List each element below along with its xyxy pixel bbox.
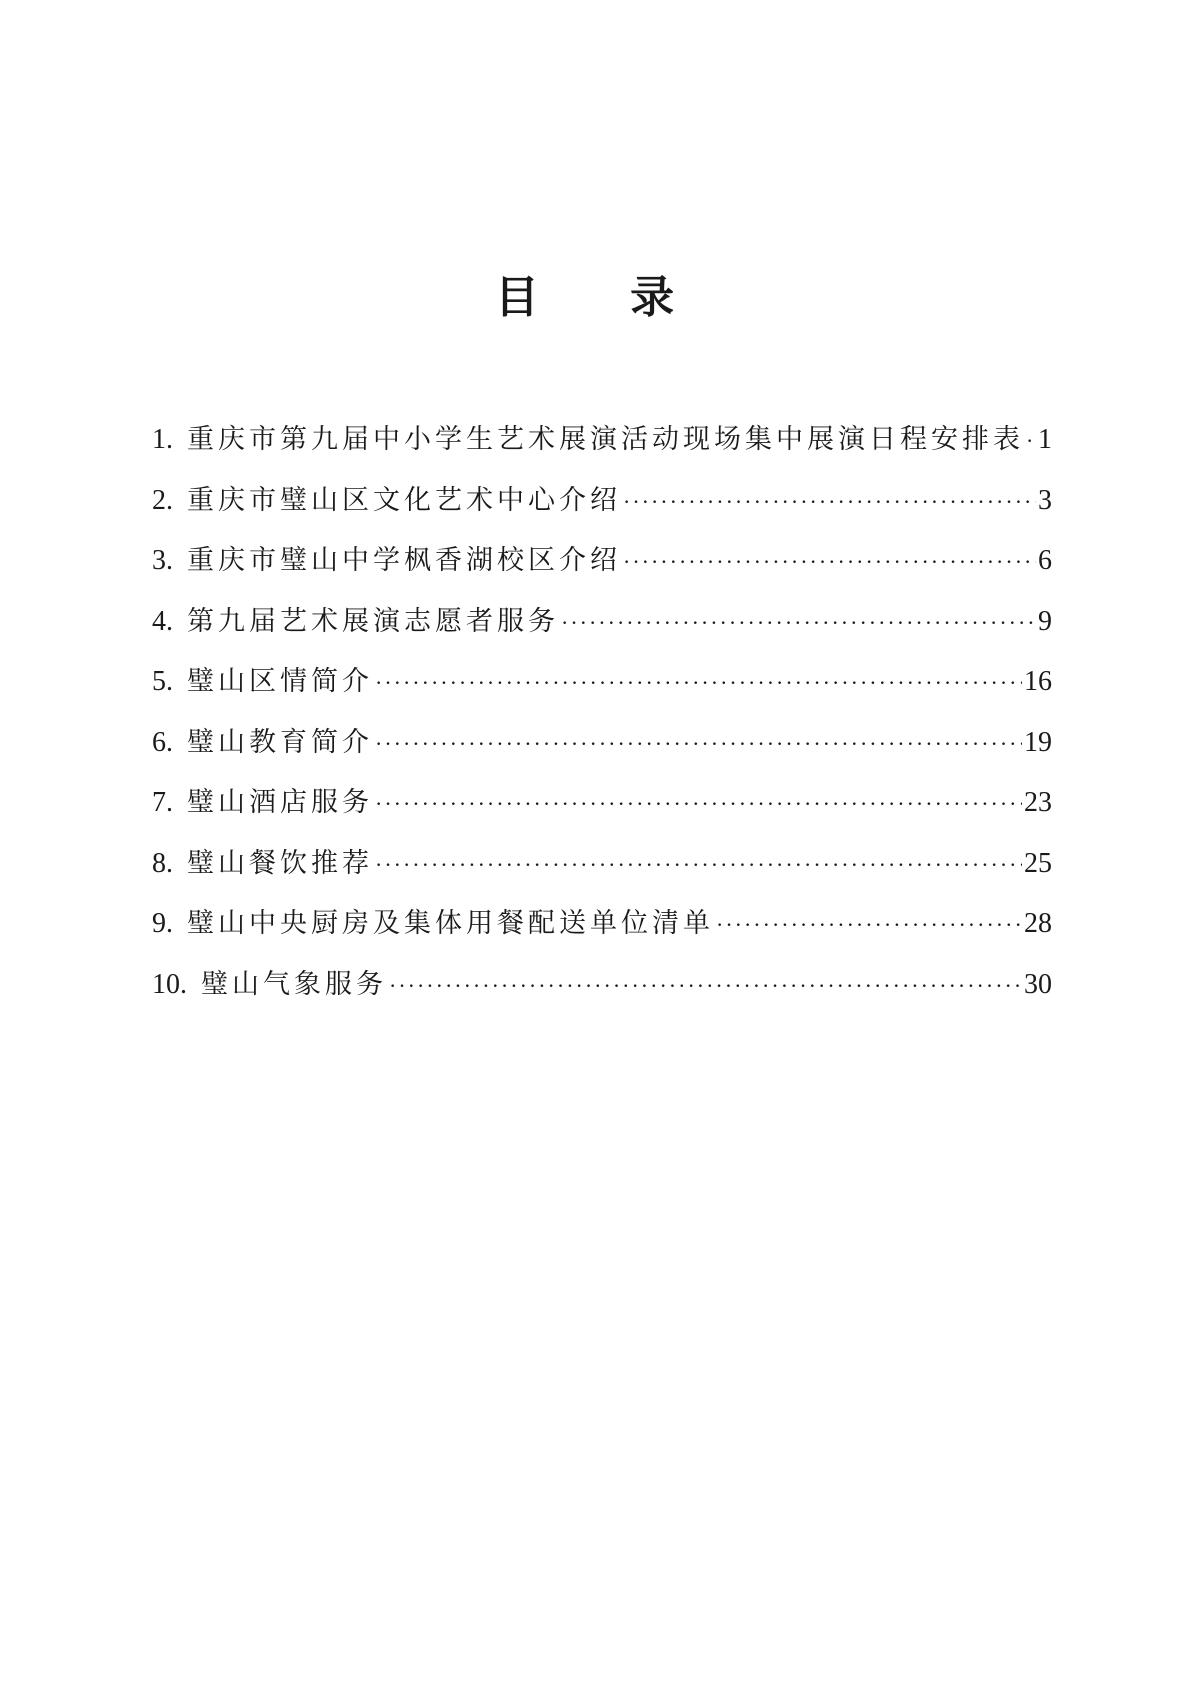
toc-entry[interactable] — [152, 955, 1052, 1016]
toc-dot-leader — [375, 653, 1022, 713]
toc-entry[interactable] — [152, 471, 1052, 532]
toc-dot-leader — [375, 835, 1022, 895]
toc-dot-leader — [561, 593, 1036, 653]
toc-entry[interactable] — [152, 592, 1052, 653]
toc-entry[interactable] — [152, 894, 1052, 955]
toc-entry-title: 璧山教育简介 — [187, 726, 373, 758]
toc-entry-page: 19 — [1024, 726, 1052, 758]
toc-entry-page: 6 — [1038, 545, 1052, 576]
toc-dot-leader — [1026, 411, 1036, 471]
toc-entry[interactable] — [152, 834, 1052, 895]
toc-entry-number: 3. — [152, 545, 173, 576]
toc-entry-number: 9. — [152, 908, 173, 939]
toc-entry-page: 9 — [1038, 605, 1052, 637]
toc-entry-title: 重庆市璧山中学枫香湖校区介绍 — [187, 545, 621, 576]
toc-dot-leader — [716, 895, 1022, 955]
toc-entry-title: 璧山酒店服务 — [187, 787, 373, 818]
table-of-contents — [152, 410, 1052, 1015]
toc-entry[interactable] — [152, 773, 1052, 834]
toc-entry-page: 25 — [1024, 847, 1052, 879]
toc-dot-leader — [623, 532, 1036, 592]
toc-dot-leader — [375, 774, 1022, 834]
toc-entry-number: 4. — [152, 605, 173, 637]
toc-entry[interactable] — [152, 652, 1052, 713]
toc-entry-page: 30 — [1024, 968, 1052, 1000]
page-title: 目 录 — [494, 272, 713, 323]
toc-entry-page: 1 — [1038, 424, 1052, 455]
toc-dot-leader — [389, 956, 1022, 1016]
toc-entry-title: 璧山气象服务 — [201, 968, 387, 1000]
toc-entry-number: 8. — [152, 847, 173, 879]
toc-dot-leader — [375, 714, 1022, 774]
toc-entry-page: 3 — [1038, 484, 1052, 516]
toc-entry-number: 10. — [152, 968, 187, 1000]
toc-entry-number: 5. — [152, 666, 173, 697]
toc-dot-leader — [623, 472, 1036, 532]
toc-entry-title: 璧山餐饮推荐 — [187, 847, 373, 879]
toc-entry-title: 重庆市璧山区文化艺术中心介绍 — [187, 484, 621, 516]
toc-entry-number: 6. — [152, 726, 173, 758]
toc-entry-title: 璧山中央厨房及集体用餐配送单位清单 — [187, 908, 714, 939]
toc-entry-number: 1. — [152, 424, 173, 455]
toc-entry-page: 16 — [1024, 666, 1052, 697]
toc-entry-page: 23 — [1024, 787, 1052, 818]
toc-entry-title: 重庆市第九届中小学生艺术展演活动现场集中展演日程安排表 — [187, 424, 1024, 455]
toc-entry[interactable] — [152, 531, 1052, 592]
toc-entry-page: 28 — [1024, 908, 1052, 939]
toc-entry-title: 璧山区情简介 — [187, 666, 373, 697]
toc-entry[interactable] — [152, 713, 1052, 774]
toc-entry-number: 2. — [152, 484, 173, 516]
toc-entry[interactable] — [152, 410, 1052, 471]
toc-entry-title: 第九届艺术展演志愿者服务 — [187, 605, 559, 637]
toc-entry-number: 7. — [152, 787, 173, 818]
